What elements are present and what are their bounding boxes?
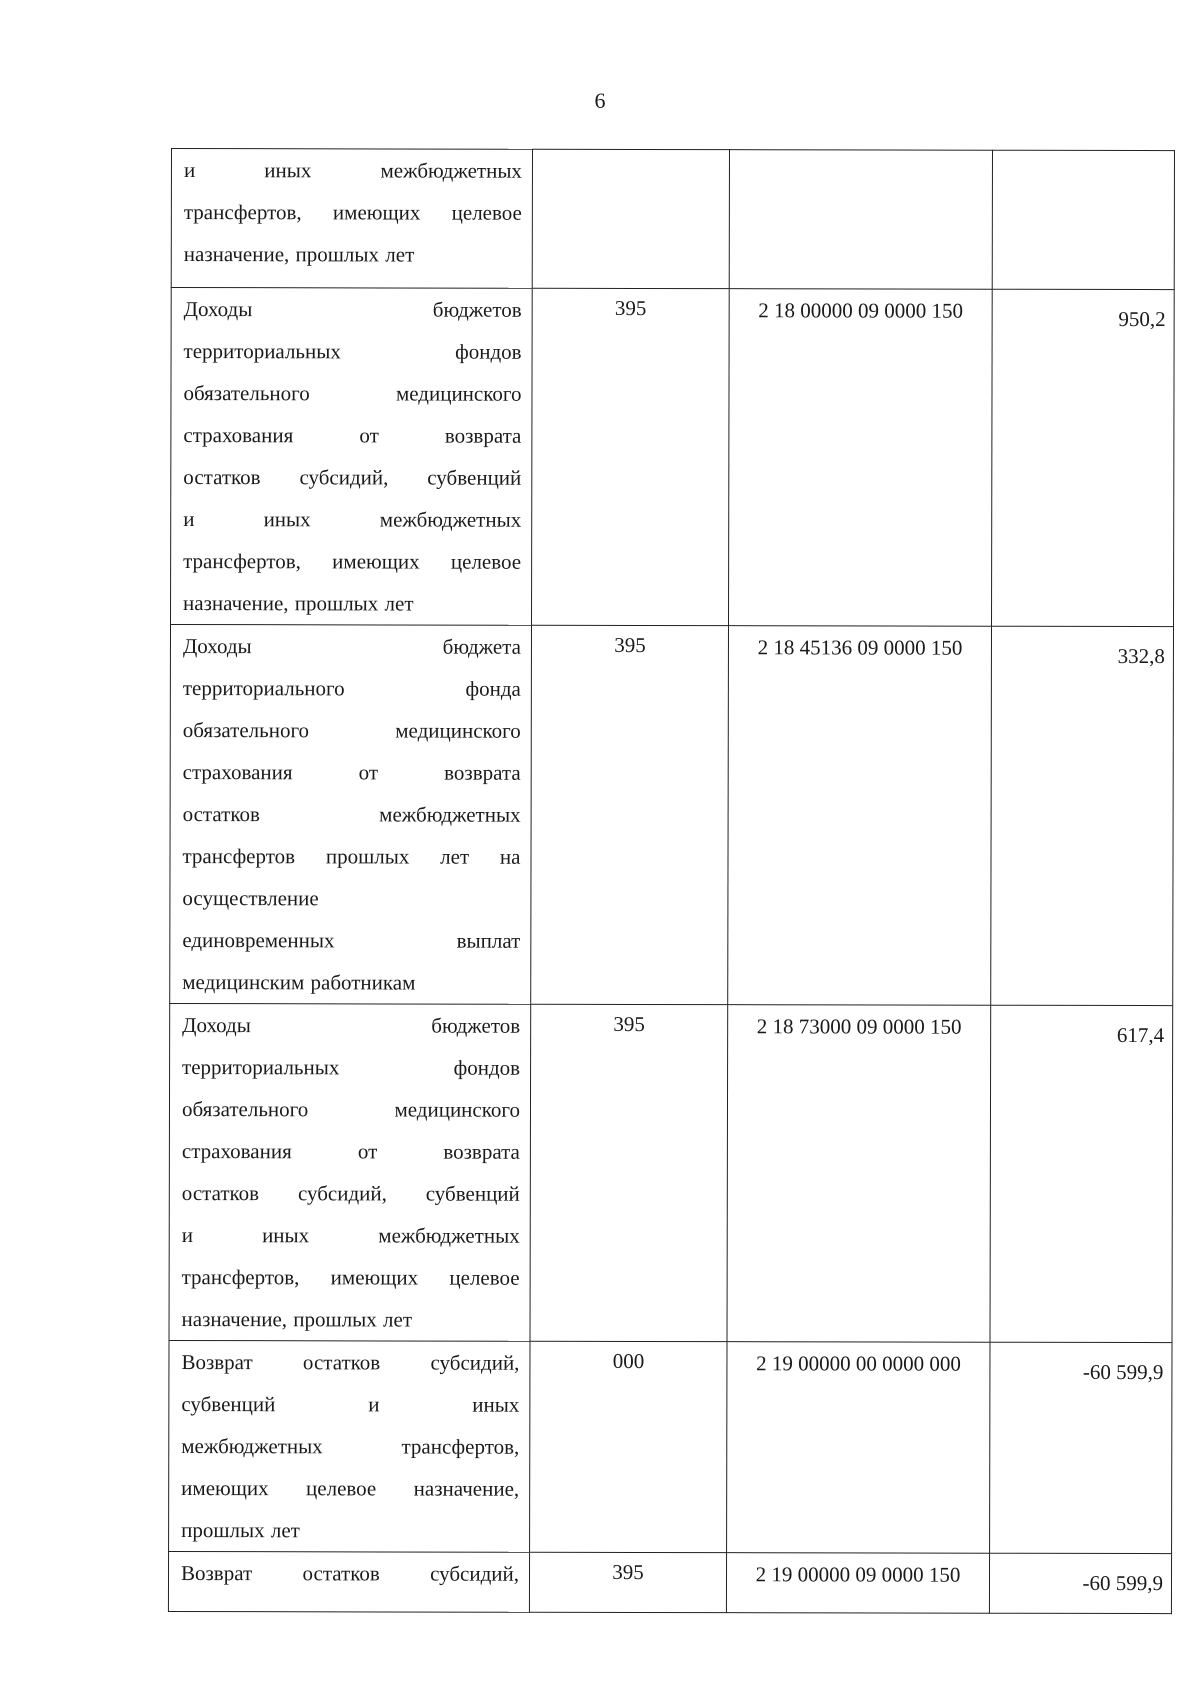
revenue-name-line: медицинским работникам (182, 970, 416, 995)
amount-cell: -60 599,9 (989, 1553, 1171, 1613)
revenue-name-line: и иных межбюджетных (183, 507, 522, 532)
revenue-name-line: остатков субсидий, субвенций (183, 465, 522, 490)
revenue-name-cell (171, 288, 533, 626)
table-row (169, 1340, 1172, 1553)
table-row (171, 288, 1175, 627)
revenue-name-line: Доходы бюджетов (182, 1013, 521, 1038)
table-row (170, 625, 1174, 1006)
admin-code-cell: 395 (531, 625, 729, 1004)
admin-code-cell: 395 (532, 288, 730, 625)
budget-code-cell: 2 19 00000 00 0000 000 (727, 1342, 990, 1554)
revenue-name-cell (169, 1003, 531, 1341)
revenue-name-line: и иных межбюджетных (183, 158, 522, 183)
table-row (171, 149, 1174, 290)
revenue-name-line: имеющих целевое назначение, (181, 1476, 520, 1501)
budget-code-cell: 2 18 45136 09 0000 150 (728, 626, 992, 1006)
admin-code-cell: 000 (530, 1341, 727, 1552)
revenue-name-line: назначение, прошлых лет (181, 1307, 413, 1332)
revenue-name-line: назначение, прошлых лет (183, 242, 415, 267)
revenue-name-line: обязательного медицинского (182, 718, 521, 743)
revenue-name-line: страхования от возврата (181, 1139, 520, 1164)
budget-code-cell: 2 18 00000 09 0000 150 (729, 289, 993, 627)
revenue-name-line: прошлых лет (181, 1518, 300, 1543)
amount-cell: 617,4 (990, 1005, 1173, 1342)
revenue-name-line: и иных межбюджетных (181, 1223, 520, 1248)
revenue-name-line: трансфертов прошлых лет на (182, 844, 521, 869)
revenue-name-line: остатков субсидий, субвенций (181, 1181, 520, 1206)
admin-code-cell (532, 149, 729, 288)
revenue-name-line: трансфертов, имеющих целевое (183, 549, 522, 574)
revenue-name-line: территориальных фондов (182, 1055, 521, 1080)
budget-code-cell: 2 18 73000 09 0000 150 (727, 1005, 991, 1343)
revenue-name-line: Доходы бюджетов (183, 297, 522, 322)
revenue-name-line: остатков межбюджетных (182, 802, 521, 827)
budget-revenue-table (168, 148, 1175, 1614)
budget-code-cell (729, 150, 992, 290)
budget-code-cell: 2 19 00000 09 0000 150 (726, 1553, 989, 1614)
page-number: 6 (594, 88, 606, 113)
amount-cell: -60 599,9 (990, 1342, 1172, 1553)
revenue-name-line: трансфертов, имеющих целевое (181, 1265, 520, 1290)
revenue-name-line: территориального фонда (182, 676, 521, 701)
amount-cell (992, 150, 1174, 289)
revenue-name-line: трансфертов, имеющих целевое (183, 200, 522, 225)
admin-code-cell: 395 (530, 1004, 728, 1341)
revenue-name-line: Возврат остатков субсидий, (181, 1350, 520, 1375)
revenue-name-cell (168, 1551, 529, 1612)
table-row (169, 1003, 1173, 1342)
revenue-name-line: единовременных выплат (182, 928, 521, 953)
revenue-name-line: обязательного медицинского (183, 381, 522, 406)
revenue-name-line: субвенций и иных (181, 1392, 520, 1417)
revenue-name-cell (169, 1340, 530, 1552)
revenue-name-line: межбюджетных трансфертов, (181, 1434, 520, 1459)
revenue-name-line: осуществление (182, 886, 319, 911)
revenue-name-line: назначение, прошлых лет (183, 591, 414, 616)
amount-cell: 950,2 (992, 289, 1175, 626)
revenue-name-line: Доходы бюджета (182, 634, 521, 659)
revenue-name-line: территориальных фондов (183, 339, 522, 364)
table-row (168, 1551, 1171, 1613)
revenue-name-line: страхования от возврата (182, 760, 521, 785)
revenue-name-line: обязательного медицинского (181, 1097, 521, 1122)
admin-code-cell: 395 (529, 1552, 726, 1612)
amount-cell: 332,8 (991, 626, 1174, 1005)
revenue-name-cell (170, 625, 532, 1005)
revenue-name-cell (171, 149, 532, 289)
revenue-name-line: Возврат остатков субсидий, (180, 1561, 520, 1586)
revenue-name-line: страхования от возврата (183, 423, 522, 448)
